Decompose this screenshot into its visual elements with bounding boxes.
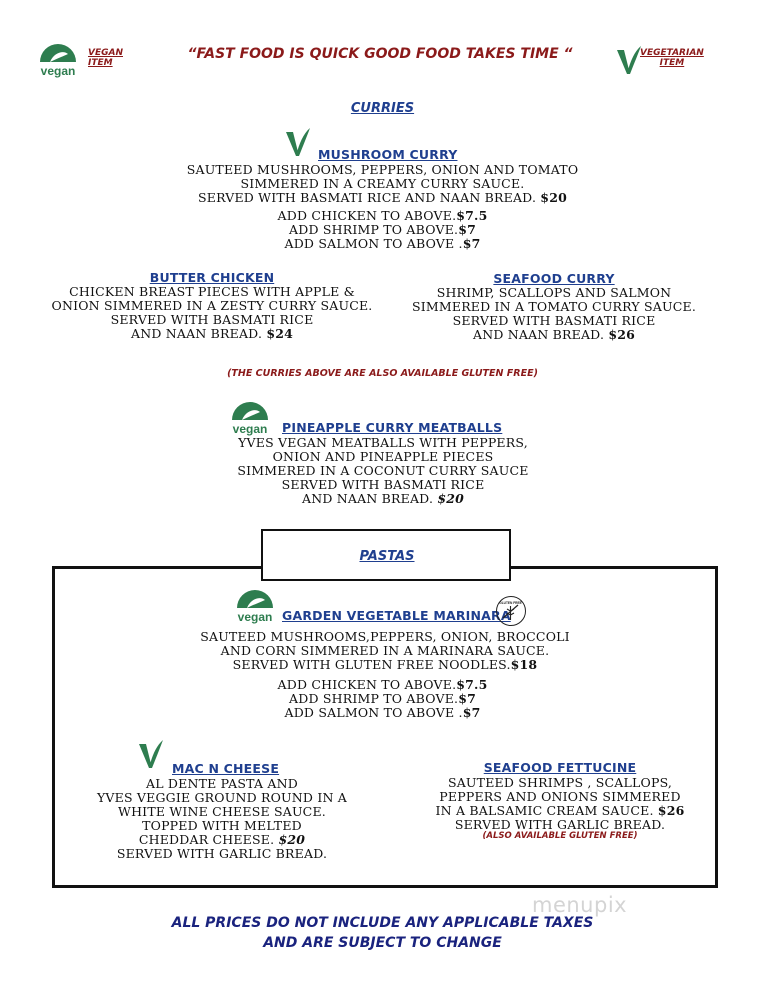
vegan-label-line1: VEGAN	[88, 48, 123, 58]
vegan-logo-icon	[36, 42, 80, 78]
mushroom-curry-price: $20	[540, 190, 567, 205]
vegetarian-legend	[614, 42, 724, 82]
svg-text:vegan: vegan	[232, 422, 268, 436]
footer-line2: AND ARE SUBJECT TO CHANGE	[263, 935, 502, 951]
seafood-curry-price: $26	[608, 327, 636, 342]
mac-n-cheese-description: AL DENTE PASTA AND YVES VEGGIE GROUND ROUND IN A WHITE WINE CHEESE SAUCE. TOPPED WITH MELTED CHEDDAR CHEESE. $20 SERVED WITH GARLIC BREAD.	[96, 776, 347, 861]
vegetarian-label-line2: ITEM	[659, 58, 685, 68]
garden-marinara-description: SAUTEED MUSHROOMS,PEPPERS, ONION, BROCCOLI AND CORN SIMMERED IN A MARINARA SAUCE. SERVED WITH GLUTEN FREE NOODLES.$18	[200, 629, 570, 672]
pineapple-curry-description: YVES VEGAN MEATBALLS WITH PEPPERS, ONION AND PINEAPPLE PIECES SIMMERED IN A COCONUT CURRY SAUCE SERVED WITH BASMATI RICE AND NAAN BREAD. $20	[237, 435, 529, 506]
gluten-free-badge-icon	[496, 596, 526, 626]
curries-gluten-free-note: (THE CURRIES ABOVE ARE ALSO AVAILABLE GLUTEN FREE)	[227, 368, 538, 379]
pastas-section-title: PASTAS	[359, 549, 415, 564]
mac-n-cheese-title: MAC N CHEESE	[172, 761, 280, 776]
mac-vegetarian-icon	[136, 736, 166, 772]
pineapple-curry-title: PINEAPPLE CURRY MEATBALLS	[282, 420, 503, 435]
butter-chicken-description: CHICKEN BREAST PIECES WITH APPLE & ONION SIMMERED IN A ZESTY CURRY SAUCE. SERVED WITH BASMATI RICE AND NAAN BREAD. $24	[51, 284, 373, 341]
menupix-watermark: menupix	[532, 893, 628, 917]
seafood-curry-title: SEAFOOD CURRY	[493, 271, 615, 286]
vegan-legend	[36, 42, 146, 82]
svg-text:vegan: vegan	[237, 610, 273, 624]
garden-vegan-logo-icon	[233, 588, 277, 624]
mac-n-cheese-price: $20	[278, 832, 306, 847]
footer-line1: ALL PRICES DO NOT INCLUDE ANY APPLICABLE TAXES	[171, 915, 594, 931]
vegan-logo-text: vegan	[40, 64, 76, 78]
mushroom-vegetarian-icon	[283, 124, 313, 160]
vegetarian-label-line1: VEGETARIAN	[640, 48, 704, 58]
mushroom-curry-addons: ADD CHICKEN TO ABOVE.$7.5 ADD SHRIMP TO ABOVE.$7 ADD SALMON TO ABOVE .$7	[277, 208, 488, 251]
seafood-fettucine-gluten-note: (ALSO AVAILABLE GLUTEN FREE)	[482, 831, 638, 841]
vegan-label-line2: ITEM	[88, 58, 113, 68]
seafood-fettucine-title: SEAFOOD FETTUCINE	[483, 760, 637, 775]
garden-marinara-price: $18	[510, 657, 538, 672]
seafood-fettucine-price: $26	[657, 803, 685, 818]
svg-text:GLUTEN FREE: GLUTEN FREE	[499, 601, 522, 605]
seafood-fettucine-description: SAUTEED SHRIMPS , SCALLOPS, PEPPERS AND ONIONS SIMMERED IN A BALSAMIC CREAM SAUCE. $26 SERVED WITH GARLIC BREAD.	[435, 775, 685, 832]
footer-disclaimer	[0, 913, 765, 953]
butter-chicken-title: BUTTER CHICKEN	[149, 270, 275, 285]
header-quote: “FAST FOOD IS QUICK GOOD FOOD TAKES TIME “	[187, 46, 573, 62]
pineapple-curry-price: $20	[437, 491, 465, 506]
mushroom-curry-title: MUSHROOM CURRY	[318, 147, 458, 162]
garden-marinara-title: GARDEN VEGETABLE MARINARA	[282, 608, 511, 623]
garden-marinara-addons: ADD CHICKEN TO ABOVE.$7.5 ADD SHRIMP TO ABOVE.$7 ADD SALMON TO ABOVE .$7	[277, 677, 488, 720]
mushroom-curry-description: SAUTEED MUSHROOMS, PEPPERS, ONION AND TOMATO SIMMERED IN A CREAMY CURRY SAUCE. SERVED WITH BASMATI RICE AND NAAN BREAD. $20	[186, 162, 579, 205]
butter-chicken-price: $24	[266, 326, 294, 341]
pineapple-vegan-logo-icon	[228, 400, 272, 436]
curries-section-title: CURRIES	[350, 101, 415, 116]
seafood-curry-description: SHRIMP, SCALLOPS AND SALMON SIMMERED IN A TOMATO CURRY SAUCE. SERVED WITH BASMATI RICE AND NAAN BREAD. $26	[411, 285, 697, 342]
